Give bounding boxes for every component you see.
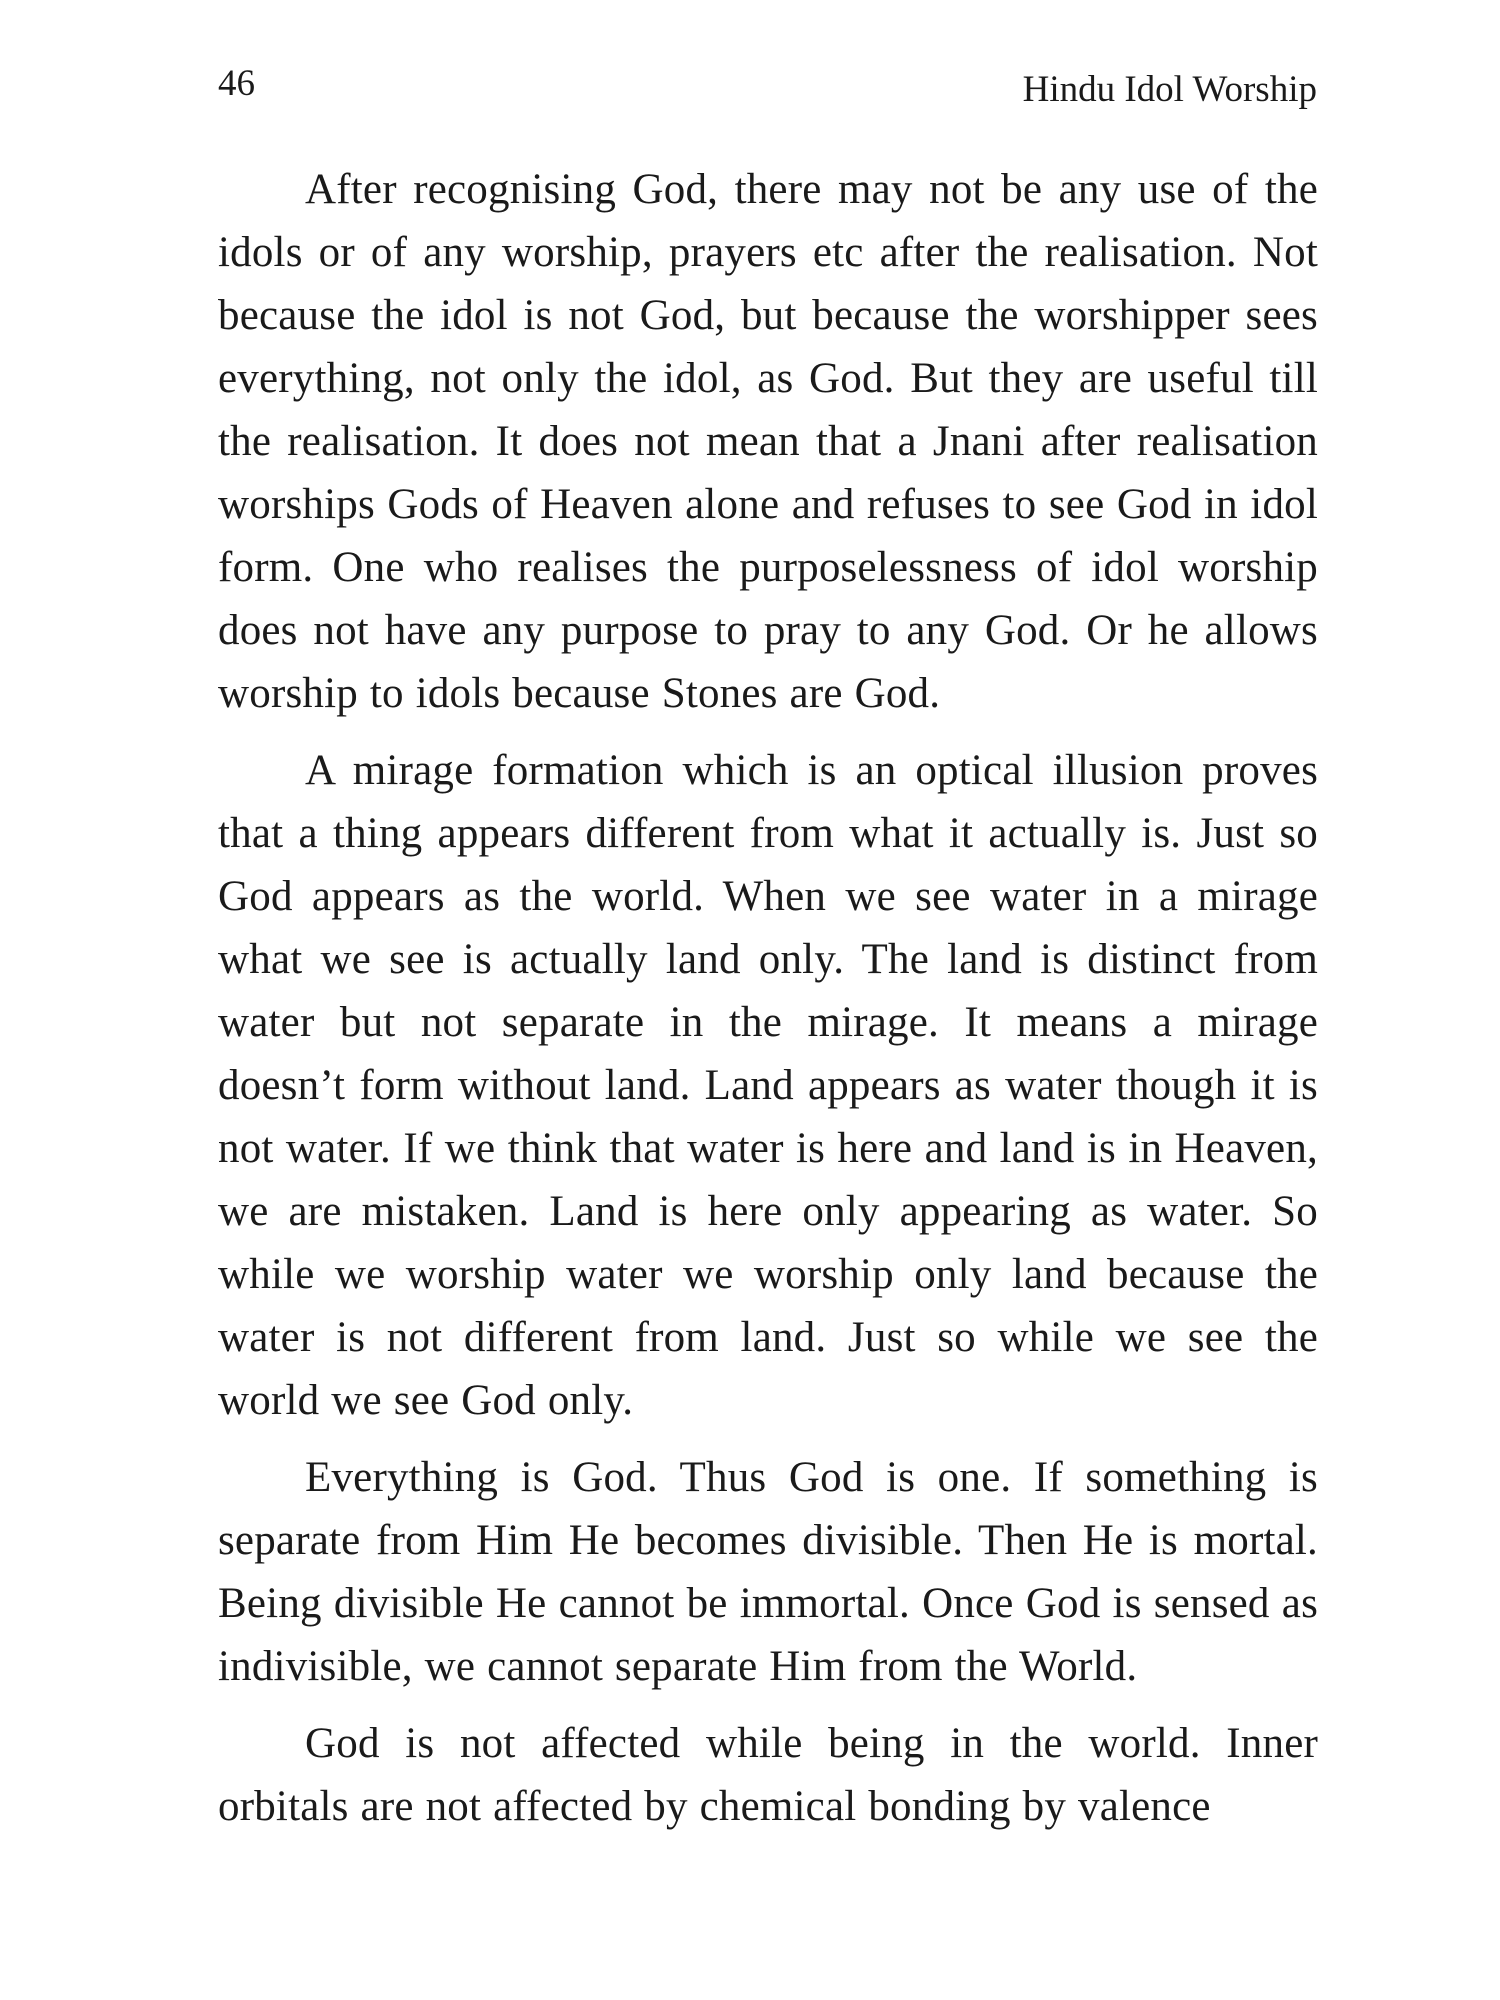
page-number: 46 bbox=[218, 63, 255, 104]
running-title: Hindu Idol Worship bbox=[1022, 69, 1317, 110]
page-header bbox=[218, 62, 1317, 122]
paragraph-2: A mirage formation which is an optical illusion proves that a thing appears different from what it actually is. Just so God appears as the world. When we see water in a mirage what we see is actually land only. The land is distinct from water but not separate in the mirage. It means a mirage doesn’t form without land. Land appears as water though it is not water. If we think that water is here and land is in Heaven, we are mistaken. Land is here only appearing as water. So while we worship water we worship only land because the water is not different from land. Just so while we see the world we see God only. bbox=[218, 747, 1318, 1424]
paragraph-1: After recognising God, there may not be any use of the idols or of any worship, prayers etc after the realisation. Not because the idol is not God, but because the worshipper sees everything, not only the idol, as God. But they are useful till the realisation. It does not mean that a Jnani after realisation worships Gods of Heaven alone and refuses to see God in idol form. One who realises the purposelessness of idol worship does not have any purpose to pray to any God. Or he allows worship to idols because Stones are God. bbox=[218, 166, 1318, 717]
paragraph-4: God is not affected while being in the world. Inner orbitals are not affected by chemical bonding by valence bbox=[218, 1720, 1318, 1830]
body-text bbox=[218, 158, 1318, 1838]
paragraph-3: Everything is God. Thus God is one. If something is separate from Him He becomes divisible. Then He is mortal. Being divisible He cannot be immortal. Once God is sensed as indivisible, we cannot separate Him from the World. bbox=[218, 1454, 1318, 1690]
